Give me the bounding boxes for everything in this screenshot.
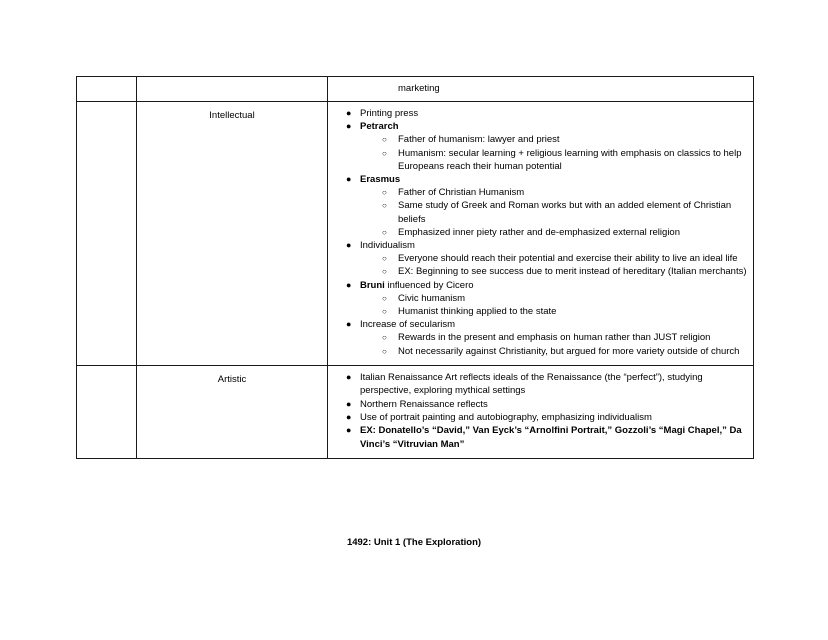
bullet-item-text <box>360 120 747 133</box>
bullet-disc-icon: ● <box>346 319 352 330</box>
bullet-circle-icon: ○ <box>382 188 387 198</box>
bullet-sublist <box>360 331 747 357</box>
bullet-item-level2 <box>360 292 747 305</box>
bullet-sublist <box>360 292 747 318</box>
bullet-disc-icon: ● <box>346 240 352 251</box>
bullet-bold-term: Petrarch <box>360 121 399 133</box>
header-body-cell <box>328 77 754 102</box>
bullet-disc-icon: ● <box>346 174 352 185</box>
bullet-disc-icon: ● <box>346 425 352 436</box>
bullet-item-level1 <box>334 371 747 398</box>
bullet-circle-icon: ○ <box>382 148 387 158</box>
bullet-item-text: Printing press <box>360 108 419 119</box>
bullet-circle-icon: ○ <box>382 135 387 145</box>
bullet-circle-icon: ○ <box>382 307 387 317</box>
bullet-item-level1 <box>334 318 747 358</box>
bullet-subitem-text: Rewards in the present and emphasis on human rather than JUST religion <box>398 332 711 344</box>
bullet-item-level2 <box>360 147 747 173</box>
bullet-circle-icon: ○ <box>382 254 387 264</box>
artistic-label-cell <box>137 365 328 458</box>
bullet-item-text <box>360 424 747 451</box>
page-footer: 1492: Unit 1 (The Exploration) <box>346 537 482 548</box>
table-row-intellectual <box>77 102 754 366</box>
bullet-item-level1 <box>334 107 747 120</box>
table-body <box>77 77 754 459</box>
bullet-item-level2 <box>360 226 747 239</box>
header-blank-cell <box>77 77 137 102</box>
bullet-item-level1 <box>334 411 747 424</box>
bullet-item-level2 <box>360 252 747 265</box>
bullet-subitem-text: Not necessarily against Christianity, but argued for more variety outside of church <box>398 345 740 357</box>
bullet-item-level2 <box>360 133 747 146</box>
bullet-circle-icon: ○ <box>382 227 387 237</box>
bullet-item-text: Increase of secularism <box>360 319 456 331</box>
table-row-header <box>77 77 754 102</box>
bullet-item-level1 <box>334 279 747 319</box>
bullet-item-level1 <box>334 120 747 173</box>
bullet-item-level1 <box>334 424 747 451</box>
bullet-disc-icon: ● <box>346 279 352 290</box>
bullet-item-level1 <box>334 173 747 239</box>
bullet-item-text: Use of portrait painting and autobiography, emphasizing individualism <box>360 412 652 424</box>
bullet-subitem-text: Same study of Greek and Roman works but with an added element of Christian beliefs <box>398 200 732 225</box>
bullet-circle-icon: ○ <box>382 267 387 277</box>
bullet-subitem-text: Everyone should reach their potential and exercise their ability to live an ideal life <box>398 253 738 265</box>
bullet-sublist <box>360 186 747 239</box>
bullet-circle-icon: ○ <box>382 333 387 343</box>
bullet-disc-icon: ● <box>346 412 352 423</box>
table-row-artistic <box>77 365 754 458</box>
bullet-item-level2 <box>360 305 747 318</box>
bullet-circle-icon: ○ <box>382 201 387 211</box>
intellectual-body-cell <box>328 102 754 366</box>
bullet-item-level2 <box>360 186 747 199</box>
artistic-blank-cell <box>77 365 137 458</box>
intellectual-label-cell <box>137 102 328 366</box>
bullet-bold-term: Erasmus <box>360 174 401 186</box>
bullet-item-level2 <box>360 265 747 278</box>
bullet-subitem-text: Father of Christian Humanism <box>398 187 525 199</box>
bullet-item-text: Individualism <box>360 240 415 252</box>
bullet-item-level2 <box>360 199 747 225</box>
intellectual-bullet-list <box>334 107 747 358</box>
artistic-bullet-list <box>334 371 747 451</box>
bullet-item-text: Bruni influenced by Cicero <box>360 279 474 291</box>
bullet-subitem-text: Emphasized inner piety rather and de-emphasized external religion <box>398 226 680 238</box>
header-marketing-text: marketing <box>398 83 440 94</box>
bullet-item-level2 <box>360 331 747 344</box>
header-label-cell <box>137 77 328 102</box>
bullet-item-level1 <box>334 398 747 411</box>
artistic-body-cell <box>328 365 754 458</box>
bullet-sublist <box>360 133 747 173</box>
bullet-subitem-text: Humanism: secular learning + religious learning with emphasis on classics to help Europeans reach their human potential <box>398 147 742 172</box>
bullet-subitem-text: EX: Beginning to see success due to merit instead of hereditary (Italian merchants) <box>398 266 747 278</box>
category-label-intellectual: Intellectual <box>209 110 255 121</box>
bullet-disc-icon: ● <box>346 108 352 118</box>
bullet-item-text: Northern Renaissance reflects <box>360 398 488 410</box>
category-label-artistic: Artistic <box>217 373 247 385</box>
bullet-subitem-text: Humanist thinking applied to the state <box>398 306 557 318</box>
renaissance-notes-table <box>76 76 754 459</box>
bullet-sublist <box>360 252 747 278</box>
bullet-subitem-text: Father of humanism: lawyer and priest <box>398 134 560 146</box>
bullet-item-level2 <box>360 345 747 358</box>
bullet-disc-icon: ● <box>346 371 352 382</box>
bullet-bold-term: Bruni <box>360 279 385 291</box>
bullet-item-text: Italian Renaissance Art reflects ideals of the Renaissance (the “perfect”), studying perspective, exploring mythical settings <box>360 371 703 397</box>
bullet-circle-icon: ○ <box>382 293 387 303</box>
bullet-bold-term: EX: Donatello’s “David,” Van Eyck’s “Arnolfini Portrait,” Gozzoli’s “Magi Chapel,” Da Vinci’s “Vitruvian Man” <box>360 425 742 450</box>
bullet-item-level1 <box>334 239 747 279</box>
bullet-item-text <box>360 173 747 186</box>
intellectual-blank-cell <box>77 102 137 366</box>
bullet-subitem-text: Civic humanism <box>398 292 466 304</box>
bullet-disc-icon: ● <box>346 121 352 132</box>
bullet-circle-icon: ○ <box>382 346 387 356</box>
bullet-disc-icon: ● <box>346 398 352 409</box>
